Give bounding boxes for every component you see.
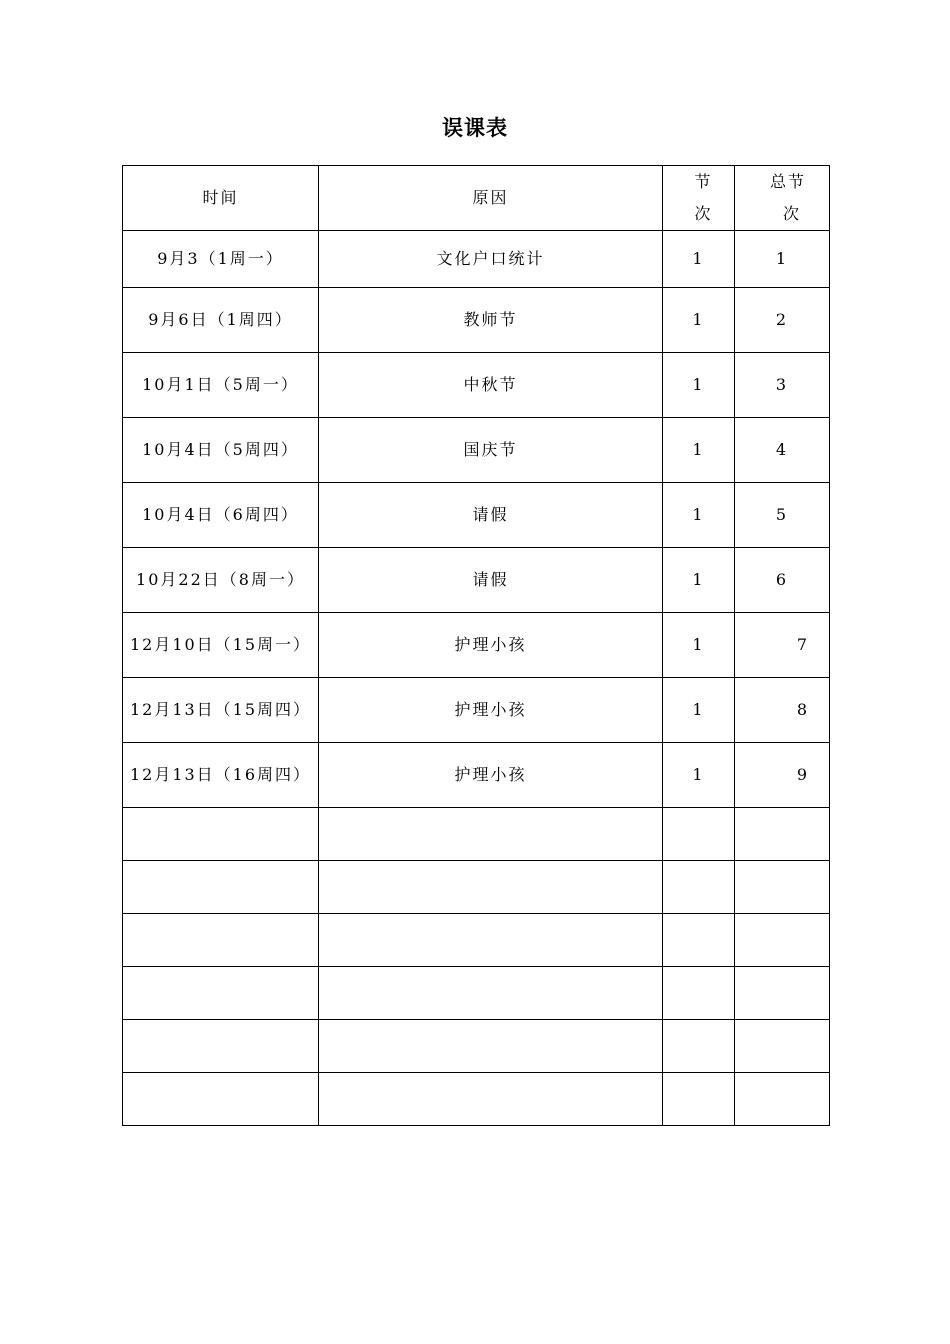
missed-class-table	[122, 165, 830, 1126]
reason-cell: 教师节	[319, 288, 663, 353]
empty-cell	[123, 967, 319, 1020]
total-cell: 9	[735, 743, 830, 808]
count-cell: 1	[663, 418, 735, 483]
empty-cell	[735, 1020, 830, 1073]
header-count-line1: 节	[694, 172, 713, 191]
empty-cell	[735, 967, 830, 1020]
reason-cell: 文化户口统计	[319, 231, 663, 288]
header-total	[735, 166, 830, 231]
count-cell: 1	[663, 548, 735, 613]
empty-table-row	[123, 808, 830, 861]
reason-cell: 请假	[319, 483, 663, 548]
header-total-line1: 总节	[769, 172, 806, 191]
empty-cell	[319, 914, 663, 967]
empty-cell	[735, 808, 830, 861]
time-cell: 12月13日（16周四）	[123, 743, 319, 808]
empty-table-row	[123, 1073, 830, 1126]
header-count-line2: 次	[694, 204, 713, 223]
total-cell: 3	[735, 353, 830, 418]
empty-cell	[319, 967, 663, 1020]
time-cell: 10月1日（5周一）	[123, 353, 319, 418]
reason-cell: 中秋节	[319, 353, 663, 418]
empty-table-row	[123, 967, 830, 1020]
header-time: 时间	[123, 166, 319, 231]
time-cell: 12月10日（15周一）	[123, 613, 319, 678]
page-title: 误课表	[442, 115, 508, 140]
count-cell: 1	[663, 231, 735, 288]
time-cell: 9月6日（1周四）	[123, 288, 319, 353]
table-row	[123, 678, 830, 743]
reason-cell: 护理小孩	[319, 613, 663, 678]
table-row	[123, 743, 830, 808]
total-cell: 5	[735, 483, 830, 548]
table-row	[123, 613, 830, 678]
total-cell: 6	[735, 548, 830, 613]
time-cell: 12月13日（15周四）	[123, 678, 319, 743]
count-cell: 1	[663, 678, 735, 743]
empty-cell	[663, 967, 735, 1020]
empty-cell	[735, 914, 830, 967]
count-cell: 1	[663, 353, 735, 418]
time-cell: 9月3（1周一）	[123, 231, 319, 288]
total-cell: 1	[735, 231, 830, 288]
empty-table-row	[123, 861, 830, 914]
empty-cell	[123, 1020, 319, 1073]
empty-cell	[663, 914, 735, 967]
count-cell: 1	[663, 483, 735, 548]
header-reason: 原因	[319, 166, 663, 231]
reason-cell: 护理小孩	[319, 678, 663, 743]
header-count	[663, 166, 735, 231]
empty-cell	[123, 914, 319, 967]
empty-cell	[319, 861, 663, 914]
empty-cell	[735, 1073, 830, 1126]
table-row	[123, 353, 830, 418]
table-row	[123, 483, 830, 548]
empty-cell	[123, 808, 319, 861]
empty-table-row	[123, 1020, 830, 1073]
empty-cell	[319, 1073, 663, 1126]
time-cell: 10月22日（8周一）	[123, 548, 319, 613]
empty-cell	[663, 861, 735, 914]
empty-cell	[663, 808, 735, 861]
total-cell: 4	[735, 418, 830, 483]
reason-cell: 国庆节	[319, 418, 663, 483]
empty-table-row	[123, 914, 830, 967]
table-row	[123, 418, 830, 483]
time-cell: 10月4日（6周四）	[123, 483, 319, 548]
empty-cell	[319, 808, 663, 861]
empty-cell	[319, 1020, 663, 1073]
count-cell: 1	[663, 743, 735, 808]
empty-cell	[735, 861, 830, 914]
table-header-row	[123, 166, 830, 231]
reason-cell: 请假	[319, 548, 663, 613]
empty-cell	[663, 1020, 735, 1073]
total-cell: 2	[735, 288, 830, 353]
table-row	[123, 548, 830, 613]
total-cell: 8	[735, 678, 830, 743]
count-cell: 1	[663, 288, 735, 353]
total-cell: 7	[735, 613, 830, 678]
count-cell: 1	[663, 613, 735, 678]
time-cell: 10月4日（5周四）	[123, 418, 319, 483]
header-total-line2: 次	[782, 204, 801, 223]
empty-cell	[123, 861, 319, 914]
reason-cell: 护理小孩	[319, 743, 663, 808]
table-row	[123, 288, 830, 353]
empty-cell	[663, 1073, 735, 1126]
table-row	[123, 231, 830, 288]
empty-cell	[123, 1073, 319, 1126]
